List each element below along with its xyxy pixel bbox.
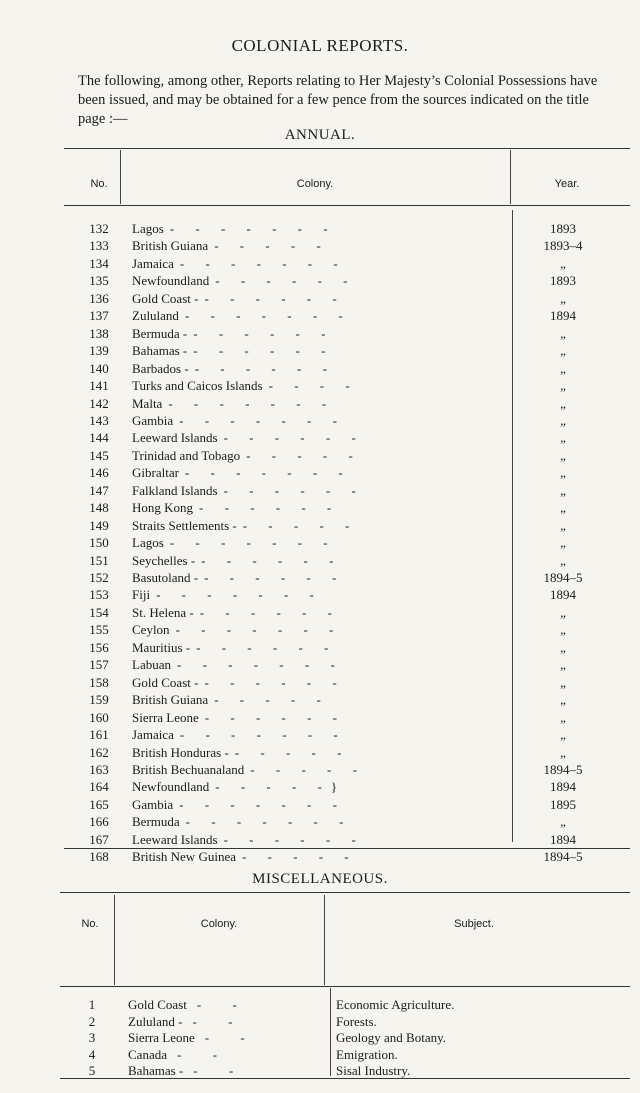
table-row [0,1014,640,1031]
row-number: 140 [89,360,109,376]
misc-header-subject: Subject. [454,918,494,930]
row-year: „ [560,378,566,394]
colony-name: Barbados - [132,360,189,376]
colony-name: Trinidad and Tobago [132,447,241,463]
misc-col-divider-2 [324,895,325,985]
leader-dashes: - - - - - - [201,552,343,568]
row-number: 146 [89,465,109,481]
colony-name: Falkland Islands [132,482,218,498]
table-row [0,256,640,274]
leader-dashes: - - - - - - - [179,412,346,428]
row-subject: Economic Agriculture. [336,997,455,1012]
row-number: 144 [89,430,109,446]
colony-name: Malta [132,395,163,411]
table-row [0,553,640,571]
row-year: „ [560,657,566,673]
row-year: „ [560,674,566,690]
row-year: 1894 [550,831,576,847]
leader-dashes: - - - - - - [215,273,357,289]
colony-name: Ceylon [132,622,170,638]
row-subject: Sisal Industry. [336,1063,411,1078]
row-year: „ [560,395,566,411]
row-colony [132,500,512,516]
row-colony [132,483,512,499]
row-number: 133 [89,238,109,254]
colony-name: Bahamas - [132,343,188,359]
row-number: 163 [89,761,109,777]
colony-name: Sierra Leone [128,1030,195,1045]
row-number: 159 [89,692,109,708]
row-number: 160 [89,709,109,725]
leader-dashes: - - - - [268,378,359,394]
misc-table-top-rule [60,892,630,893]
colony-name: Fiji [132,587,151,603]
row-colony [128,997,324,1013]
row-number: 165 [89,796,109,812]
row-year: 1894 [550,587,576,603]
row-year: „ [560,412,566,428]
row-colony [132,448,512,464]
table-row [0,343,640,361]
leader-dashes: - - - - - [246,447,362,463]
row-number: 135 [89,273,109,289]
row-colony [132,465,512,481]
row-colony [128,1047,324,1063]
row-number: 152 [89,570,109,585]
row-year: „ [560,692,566,708]
row-number: 149 [89,517,109,533]
colony-name: Lagos [132,221,164,236]
row-year: „ [560,744,566,760]
row-colony [132,814,512,830]
colony-name: Seychelles - [132,552,196,568]
table-row [0,413,640,431]
leader-dashes: - - - - - - [204,570,346,585]
row-year: „ [560,465,566,481]
row-colony [132,535,512,551]
leader-dashes: - - - - - - [223,482,365,498]
leader-dashes: - - - - - [214,238,330,254]
row-year: „ [560,500,566,516]
table-row [0,1063,640,1080]
row-colony [132,256,512,272]
table-row [0,483,640,501]
row-colony [132,640,512,656]
row-colony [132,779,512,795]
leader-dashes: - - - - - - - [184,308,352,324]
row-colony [132,273,512,289]
row-number: 156 [89,639,109,655]
row-colony [132,692,512,708]
leader-dashes: - - - - - - [199,500,341,516]
leader-dashes: - - - - - - [223,831,365,847]
row-colony [128,1063,324,1079]
leader-dashes: - - - - - - - [168,395,336,411]
row-colony [132,605,512,621]
table-row [0,465,640,483]
row-colony [132,570,512,586]
table-row [0,814,640,832]
row-number: 167 [89,831,109,847]
colony-name: Canada [128,1046,167,1062]
colony-name: British Honduras - [132,744,229,760]
table-row [0,378,640,396]
row-number: 145 [89,447,109,463]
row-year: „ [560,255,566,271]
colony-name: Mauritius - [132,639,191,655]
colony-name: Zululand [132,308,179,324]
table-row [0,535,640,553]
colony-name: Gold Coast [128,997,187,1012]
row-colony [132,675,512,691]
table-row [0,448,640,466]
table-row [0,430,640,448]
row-number: 4 [88,1046,96,1062]
colony-name: Bermuda [132,814,180,830]
table-row [0,832,640,850]
table-row [0,622,640,640]
leader-dashes: - - - - - - [193,325,335,341]
row-colony [132,745,512,761]
row-number: 139 [89,343,109,359]
annual-header-colony: Colony. [296,178,334,190]
leader-dashes: - - [192,1013,247,1029]
row-colony [132,762,512,778]
table-row [0,326,640,344]
row-number: 3 [88,1030,96,1045]
row-year: „ [560,290,566,306]
row-number: 137 [89,308,109,324]
leader-dashes: - - - - - - - [179,727,347,743]
row-number: 132 [89,221,109,236]
colony-name: British Bechuanaland [132,761,245,777]
colony-name: Lagos [132,535,164,551]
row-year: 1894–5 [543,570,583,585]
leader-dashes: - - [204,1030,259,1045]
table-row [0,710,640,728]
table-row [0,238,640,256]
leader-dashes: - - [176,1046,231,1062]
row-number: 150 [89,535,109,551]
row-colony [132,361,512,377]
row-colony [132,430,512,446]
colony-name: British New Guinea [132,849,236,865]
row-subject: Emigration. [336,1046,398,1062]
annual-section-title: ANNUAL. [284,127,356,143]
row-year: „ [560,639,566,655]
table-row [0,727,640,745]
row-number: 138 [89,325,109,341]
row-number: 155 [89,622,109,638]
colony-name: Bermuda - [132,325,188,341]
row-year: „ [560,709,566,725]
leader-dashes: - - - - - [250,761,366,777]
colony-name: British Guiana [132,692,209,708]
row-year: „ [560,447,566,463]
row-number: 158 [89,674,109,690]
table-row [0,308,640,326]
table-row [0,1030,640,1047]
row-number: 153 [89,587,109,603]
row-colony [132,396,512,412]
leader-dashes: - - - - - - [193,343,335,359]
row-year: „ [560,343,566,359]
annual-col-divider-1 [120,150,121,204]
colony-name: Hong Kong [132,500,194,516]
row-colony [132,657,512,673]
row-year: „ [560,552,566,568]
leader-dashes: - - - - - - - [179,796,346,812]
row-colony [132,518,512,534]
misc-header-colony: Colony. [200,918,238,930]
misc-section-title: MISCELLANEOUS. [252,871,388,887]
table-row [0,361,640,379]
table-row [0,849,640,867]
colony-name: Sierra Leone [132,709,199,725]
row-number: 142 [89,395,109,411]
row-year: 1893 [550,273,576,289]
row-year: 1894 [550,308,576,324]
row-number: 148 [89,500,109,516]
leader-dashes: - - - - - - - [169,535,337,551]
leader-dashes: - - - - - - - [179,255,347,271]
row-number: 141 [89,378,109,394]
table-row [0,997,640,1014]
row-year: 1894 [550,779,576,795]
table-row [0,291,640,309]
annual-col-divider-2 [510,150,511,204]
page-title: COLONIAL REPORTS. [231,36,409,55]
row-colony [132,413,512,429]
leader-dashes: - - - - - - [194,360,336,376]
table-row [0,518,640,536]
row-colony [132,221,512,237]
row-number: 161 [89,727,109,743]
table-row [0,396,640,414]
row-subject: Forests. [336,1013,377,1029]
row-number: 164 [89,779,109,795]
table-row [0,500,640,518]
colony-name: Turks and Caicos Islands [132,378,263,394]
row-year: 1893–4 [543,238,583,254]
table-row [0,273,640,291]
leader-dashes: - - - - -} [215,779,347,795]
row-number: 136 [89,290,109,306]
colony-name: Zululand - [128,1013,183,1029]
table-row [0,587,640,605]
misc-table-header-rule [60,986,630,987]
row-colony [132,622,512,638]
colony-name: Newfoundland [132,273,210,289]
row-colony [128,1014,324,1030]
row-year: „ [560,325,566,341]
row-year: 1893 [550,221,576,236]
row-number: 1 [88,997,96,1012]
row-number: 157 [89,657,109,673]
row-year: „ [560,430,566,446]
row-colony [132,832,512,848]
row-year: 1894–5 [543,849,583,865]
row-colony [132,553,512,569]
row-number: 162 [89,744,109,760]
colony-name: Straits Settlements - [132,517,237,533]
row-year: „ [560,360,566,376]
colony-name: Gold Coast - [132,674,199,690]
annual-table-top-rule [64,148,630,149]
table-row [0,745,640,763]
misc-col-divider-1 [114,895,115,985]
row-colony [132,378,512,394]
row-number: 134 [89,255,109,271]
colony-name: Newfoundland [132,779,210,795]
colony-name: St. Helena - [132,604,194,620]
leader-dashes: - - - - - - - [184,465,352,481]
row-year: „ [560,517,566,533]
row-year: „ [560,814,566,830]
row-year: „ [560,535,566,551]
leader-dashes: - - - - - - [196,639,338,655]
leader-dashes: - - - - - - [199,604,341,620]
colony-name: Leeward Islands [132,430,218,446]
row-colony [132,343,512,359]
row-colony [132,238,512,254]
row-colony [132,849,512,865]
row-number: 154 [89,604,109,620]
row-number: 147 [89,482,109,498]
row-subject: Geology and Botany. [336,1030,446,1045]
row-year: 1895 [550,796,576,812]
leader-dashes: - - - - - - [204,709,347,725]
leader-dashes: - - - - - [242,517,359,533]
table-row [0,797,640,815]
table-row [0,657,640,675]
row-colony [132,326,512,342]
row-year: „ [560,604,566,620]
annual-header-year: Year. [554,178,580,190]
row-number: 2 [88,1013,96,1029]
colony-name: Basutoland - [132,570,199,585]
colony-name: Gold Coast - [132,290,199,306]
table-row [0,605,640,623]
row-number: 151 [89,552,109,568]
row-colony [132,587,512,603]
leader-dashes: - - - - - - [223,430,365,446]
table-row [0,221,640,239]
leader-dashes: - - - - - [241,849,358,865]
leader-dashes: - - - - - [214,692,330,708]
table-row [0,640,640,658]
colony-name: Bahamas - [128,1063,184,1078]
table-row [0,692,640,710]
annual-header-no: No. [90,178,108,190]
colony-name: British Guiana [132,238,209,254]
table-row [0,675,640,693]
row-colony [132,308,512,324]
row-colony [132,291,512,307]
leader-dashes: - - - - - - - [169,221,337,236]
colony-name: Gambia [132,796,174,812]
table-row [0,570,640,588]
leader-dashes: - - - - - - [204,674,346,690]
row-number: 166 [89,814,109,830]
colony-name: Jamaica [132,727,174,743]
leader-dashes: - - - - - - [204,290,346,306]
row-colony [128,1030,324,1046]
colony-name: Gambia [132,412,174,428]
colony-name: Labuan [132,657,171,673]
row-year: „ [560,622,566,638]
row-colony [132,797,512,813]
leader-dashes: - - - - - [234,744,351,760]
row-number: 5 [88,1063,96,1078]
leader-dashes: - - - - - - - [156,587,323,603]
row-number: 143 [89,412,109,428]
leader-dashes: - - - - - - - [175,622,343,638]
leader-dashes: - - - - - - - [185,814,353,830]
table-row [0,779,640,797]
misc-header-no: No. [81,918,99,930]
colony-name: Gibraltar [132,465,179,481]
leader-dashes: - - [196,997,251,1012]
annual-table-header-rule [64,205,630,206]
leader-dashes: - - - - - - - [176,657,344,673]
row-year: „ [560,727,566,743]
table-row [0,1047,640,1064]
row-number: 168 [89,849,109,865]
row-year: „ [560,482,566,498]
colony-name: Jamaica [132,255,174,271]
table-row [0,762,640,780]
row-colony [132,710,512,726]
leader-dashes: - - [193,1063,248,1078]
intro-paragraph: The following, among other, Reports relating to Her Majesty’s Colonial Possessions have been issued, and may be obtained for a few pence from the sources indicated on the title page :— [78,73,598,127]
row-year: 1894–5 [543,761,583,777]
row-colony [132,727,512,743]
colony-name: Leeward Islands [132,831,218,847]
